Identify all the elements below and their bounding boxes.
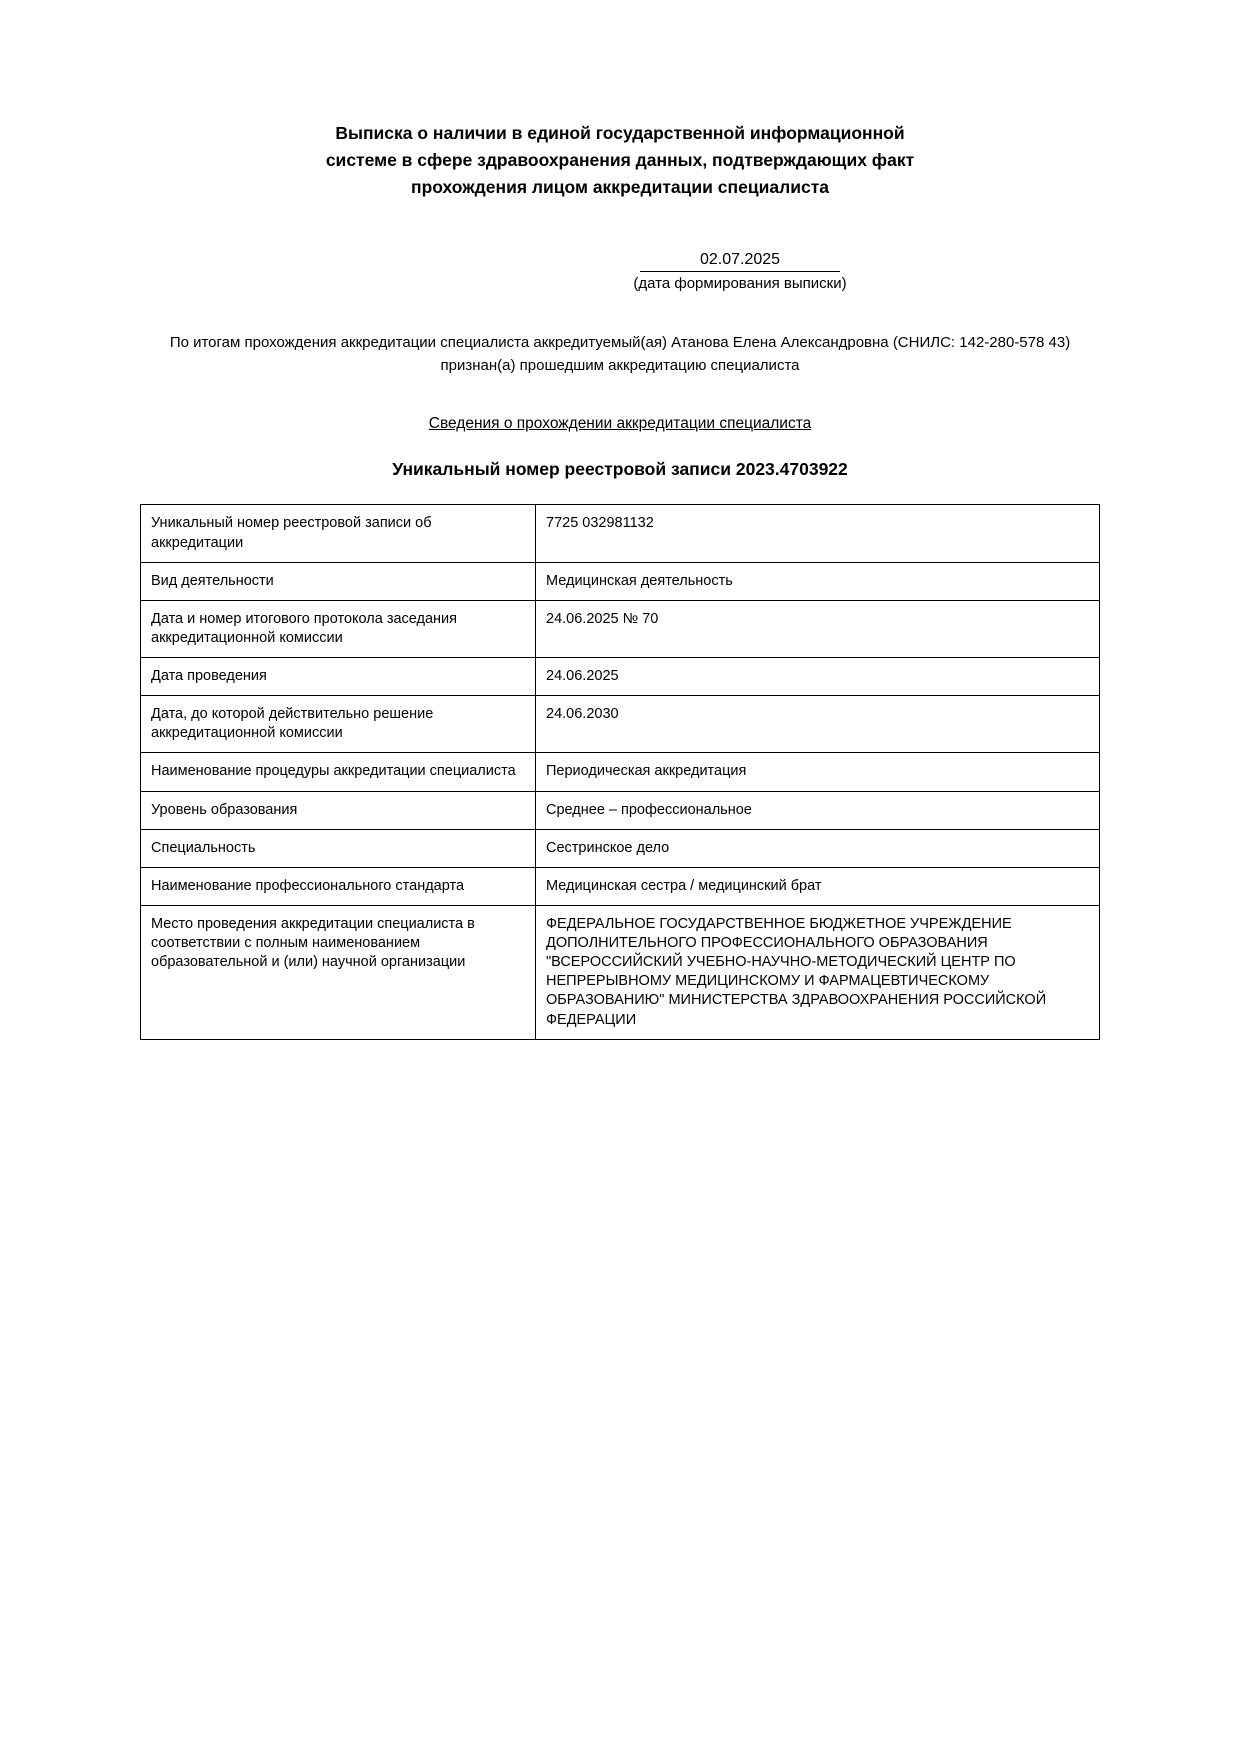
table-row [141,562,1100,600]
page-title-line-1: Выписка о наличии в единой государственной информационной [335,123,905,143]
table-row [141,505,1100,562]
table-row [141,867,1100,905]
row-value: Периодическая аккредитация [536,753,1100,791]
row-label: Место проведения аккредитации специалиста в соответствии с полным наименованием образовательной и (или) научной организации [141,905,536,1039]
accreditation-details-table [140,504,1100,1039]
row-label: Наименование профессионального стандарта [141,867,536,905]
row-value: 7725 032981132 [536,505,1100,562]
formation-date-block [140,251,1100,292]
formation-date-value: 02.07.2025 [640,251,840,272]
row-value: Среднее – профессиональное [536,791,1100,829]
row-value: 24.06.2030 [536,696,1100,753]
row-value: 24.06.2025 № 70 [536,600,1100,657]
row-value: Сестринское дело [536,829,1100,867]
table-row [141,600,1100,657]
formation-date-caption: (дата формирования выписки) [633,275,847,293]
table-row [141,753,1100,791]
row-value: Медицинская сестра / медицинский брат [536,867,1100,905]
row-label: Наименование процедуры аккредитации специалиста [141,753,536,791]
section-heading: Сведения о прохождении аккредитации специалиста [428,415,812,433]
row-label: Уникальный номер реестровой записи об аккредитации [141,505,536,562]
row-value: 24.06.2025 [536,658,1100,696]
table-row [141,905,1100,1039]
page-title [300,120,940,201]
table-row [141,696,1100,753]
table-row [141,791,1100,829]
table-row [141,829,1100,867]
row-value: Медицинская деятельность [536,562,1100,600]
row-label: Вид деятельности [141,562,536,600]
page-title-line-3: прохождения лицом аккредитации специалиста [411,177,829,198]
intro-paragraph: По итогам прохождения аккредитации специалиста аккредитуемый(ая) Атанова Елена Александровна (СНИЛС: 142-280-578 43) признан(а) прошедшим аккредитацию специалиста [169,334,1071,374]
row-label: Дата, до которой действительно решение аккредитационной комиссии [141,696,536,753]
row-value: ФЕДЕРАЛЬНОЕ ГОСУДАРСТВЕННОЕ БЮДЖЕТНОЕ УЧРЕЖДЕНИЕ ДОПОЛНИТЕЛЬНОГО ПРОФЕССИОНАЛЬНОГО ОБРАЗОВАНИЯ "ВСЕРОССИЙСКИЙ УЧЕБНО-НАУЧНО-МЕТОДИЧЕСКИЙ ЦЕНТР ПО НЕПРЕРЫВНОМУ МЕДИЦИНСКОМУ И ФАРМАЦЕВТИЧЕСКОМУ ОБРАЗОВАНИЮ" МИНИСТЕРСТВА ЗДРАВООХРАНЕНИЯ РОССИЙСКОЙ ФЕДЕРАЦИИ [536,905,1100,1039]
row-label: Специальность [141,829,536,867]
row-label: Дата проведения [141,658,536,696]
row-label: Уровень образования [141,791,536,829]
record-number-heading: Уникальный номер реестровой записи 2023.4703922 [392,459,848,480]
row-label: Дата и номер итогового протокола заседания аккредитационной комиссии [141,600,536,657]
table-row [141,658,1100,696]
page-title-line-2: системе в сфере здравоохранения данных, подтверждающих факт [325,150,915,171]
